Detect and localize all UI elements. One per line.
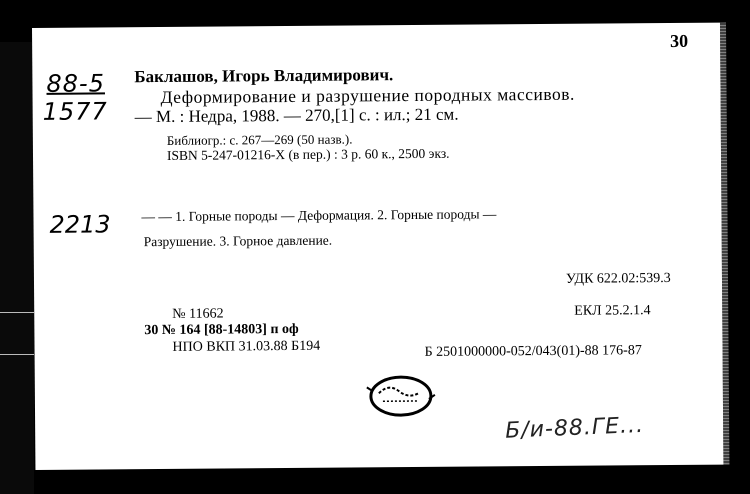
catalog-card bbox=[32, 23, 723, 470]
imprint-line: — М. : Недра, 1988. — 270,[1] с. : ил.; 21 см. bbox=[134, 104, 459, 127]
order-details-line: 30 № 164 [88-14803] п оф bbox=[144, 321, 299, 339]
author-heading: Баклашов, Игорь Владимирович. bbox=[134, 65, 394, 87]
subject-headings-line-1: — — 1. Горные породы — Деформация. 2. Горные породы — bbox=[141, 206, 497, 225]
subject-headings-line-2: Разрушение. 3. Горное давление. bbox=[143, 232, 333, 250]
ekl-classification: ЕКЛ 25.2.1.4 bbox=[574, 303, 651, 319]
handwritten-call-number-bottom: 1577 bbox=[42, 97, 108, 126]
bbk-code-line: Б 2501000000-052/043(01)-88 176-87 bbox=[424, 343, 642, 360]
isbn-line: ISBN 5-247-01216-X (в пер.) : 3 р. 60 к., 2500 экз. bbox=[166, 145, 450, 163]
handwritten-bottom-scrawl: Б/и-88.ГЕ... bbox=[504, 412, 645, 444]
edge-tick bbox=[0, 354, 34, 355]
scan-border-left bbox=[0, 42, 34, 494]
udk-classification: УДК 622.02:539.3 bbox=[565, 270, 671, 287]
edge-tick bbox=[0, 312, 34, 313]
card-edge-texture bbox=[720, 23, 729, 465]
publisher-date-line: НПО ВКП 31.03.88 Б194 bbox=[172, 338, 321, 355]
page-number: 30 bbox=[670, 30, 689, 51]
handwritten-call-number-top: 88-5 bbox=[46, 69, 106, 98]
order-number-line: № 11662 bbox=[172, 306, 224, 322]
book-title: Деформирование и разрушение породных массивов. bbox=[160, 83, 575, 107]
bibliography-note: Библиогр.: с. 267—269 (50 назв.). bbox=[166, 131, 353, 148]
library-stamp bbox=[365, 371, 437, 420]
handwritten-side-number: 2213 bbox=[49, 210, 111, 239]
